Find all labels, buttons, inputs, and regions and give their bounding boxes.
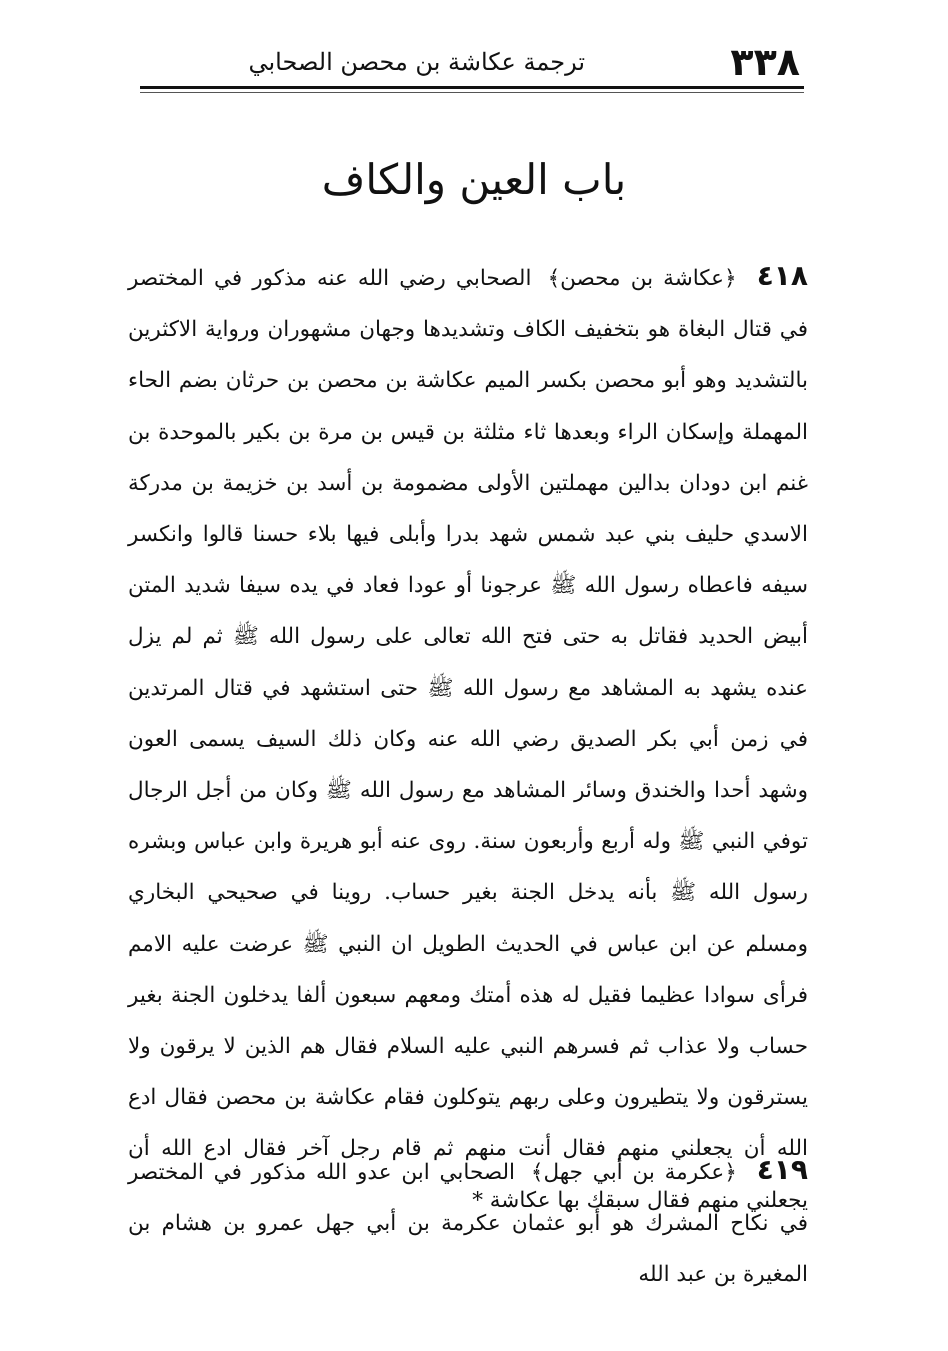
- running-title: ترجمة عكاشة بن محصن الصحابي: [248, 48, 585, 76]
- entry-text: الصحابي ابن عدو الله مذكور في المختصر في نكاح المشرك هو أبو عثمان عكرمة بن أبي جهل عمرو بن هشام بن المغيرة بن عبد الله: [128, 1160, 808, 1288]
- chapter-title: باب العين والكاف: [321, 155, 627, 204]
- entry-name: ﴿عكاشة بن محصن﴾: [547, 266, 737, 291]
- header-rule-thin: [140, 92, 804, 93]
- page-number: ٣٣٨: [730, 40, 800, 84]
- entry-paragraph: [128, 1144, 808, 1301]
- entry-name: ﴿عكرمة بن أبي جهل﴾: [530, 1160, 737, 1185]
- header-rule: [140, 86, 804, 89]
- entry-paragraph: [128, 250, 808, 1226]
- entry-number: ٤١٨: [756, 259, 808, 292]
- entry-text: الصحابي رضي الله عنه مذكور في المختصر في قتال البغاة هو بتخفيف الكاف وتشديدها وجهان مشهوران ورواية الاكثرين بالتشديد وهو أبو محصن بكسر الميم عكاشة بن محصن بن حرثان بضم الحاء المهملة وإسكان الراء وبعدها ثاء مثلثة بن قيس بن مرة بن بكير بالموحدة بن غنم ابن دودان بدالين مهملتين الأولى مضمومة بن أسد بن خزيمة بن مدركة الاسدي حليف بني عبد شمس شهد بدرا وأبلى فيها بلاء حسنا قالوا وانكسر سيفه فاعطاه رسول الله ﷺ عرجونا أو عودا فعاد في يده سيفا شديد المتن أبيض الحديد فقاتل به حتى فتح الله تعالى على رسول الله ﷺ ثم لم يزل عنده يشهد به المشاهد مع رسول الله ﷺ حتى استشهد في قتال المرتدين في زمن أبي بكر الصديق رضي الله عنه وكان ذلك السيف يسمى العون وشهد أحدا والخندق وسائر المشاهد مع رسول الله ﷺ وكان من أجل الرجال توفي النبي ﷺ وله أربع وأربعون سنة. روى عنه أبو هريرة وابن عباس وبشره رسول الله ﷺ بأنه يدخل الجنة بغير حساب. روينا في صحيحي البخاري ومسلم عن ابن عباس في الحديث الطويل ان النبي ﷺ عرضت عليه الامم فرأى سوادا عظيما فقيل له هذه أمتك ومعهم سبعون ألفا يدخلون الجنة بغير حساب ولا عذاب ثم فسرهم النبي عليه السلام فقال هم الذين لا يرقون ولا يسترقون ولا يتطيرون وعلى ربهم يتوكلون فقام عكاشة بن محصن فقال ادع الله أن يجعلني منهم فقال أنت منهم ثم قام رجل آخر فقال ادع الله أن يجعلني منهم فقال سبقك بها عكاشة *: [128, 266, 808, 1213]
- entry-number: ٤١٩: [756, 1153, 808, 1186]
- running-header: [140, 38, 800, 88]
